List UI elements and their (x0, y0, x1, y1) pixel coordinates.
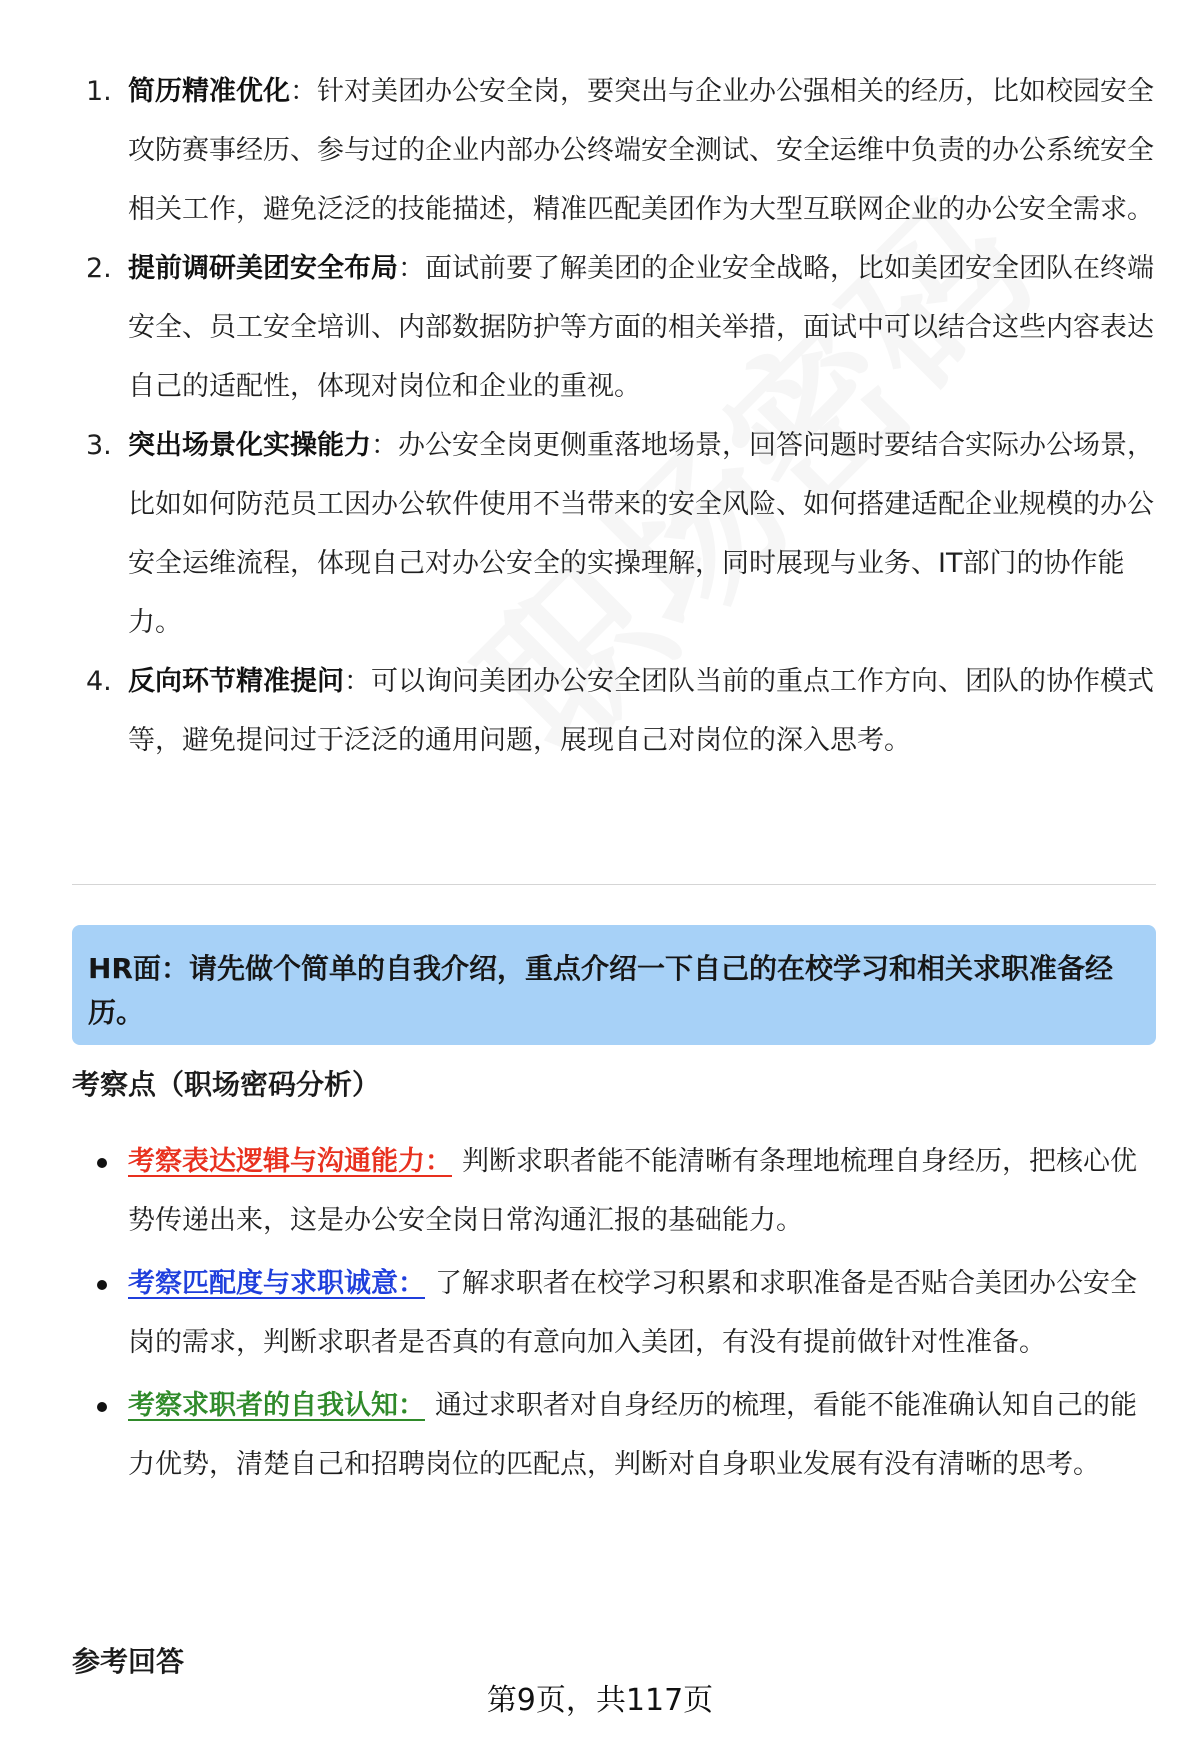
tip-text: 办公安全岗更侧重落地场景，回答问题时要结合实际办公场景，比如如何防范员工因办公软件使用不当带来的安全风险、如何搭建适配企业规模的办公安全运维流程，体现自己对办公安全的实操理解，同时展现与业务、IT部门的协作能力。 (128, 430, 1154, 638)
point-item (72, 1254, 1162, 1372)
point-text: 通过求职者对自身经历的梳理，看能不能准确认知自己的能力优势，清楚自己和招聘岗位的匹配点，判断对自身职业发展有没有清晰的思考。 (128, 1390, 1137, 1480)
tip-separator: ： (290, 76, 317, 107)
tip-separator: ： (371, 430, 398, 461)
tip-number: 2. (86, 253, 112, 284)
tip-text: 针对美团办公安全岗，要突出与企业办公强相关的经历，比如校园安全攻防赛事经历、参与过的企业内部办公终端安全测试、安全运维中负责的办公系统安全相关工作，避免泛泛的技能描述，精准匹配美团作为大型互联网企业的办公安全需求。 (128, 76, 1154, 225)
analysis-title: 考察点（职场密码分析） (72, 1068, 381, 1101)
answer-title: 参考回答 (72, 1645, 185, 1678)
tip-item (72, 416, 1162, 652)
tip-separator: ： (398, 253, 425, 284)
tip-number: 1. (86, 76, 112, 107)
tip-item (72, 62, 1162, 239)
tip-item (72, 239, 1162, 416)
point-label: 考察匹配度与求职诚意： (128, 1268, 425, 1299)
point-item (72, 1132, 1162, 1250)
point-item (72, 1376, 1162, 1494)
point-text: 判断求职者能不能清晰有条理地梳理自身经历，把核心优势传递出来，这是办公安全岗日常沟通汇报的基础能力。 (128, 1146, 1137, 1236)
bullet-icon (97, 1402, 107, 1412)
points-list (72, 1132, 1162, 1498)
tip-number: 4. (86, 666, 112, 697)
tip-title: 突出场景化实操能力 (128, 430, 371, 461)
tip-text: 面试前要了解美团的企业安全战略，比如美团安全团队在终端安全、员工安全培训、内部数据防护等方面的相关举措，面试中可以结合这些内容表达自己的适配性，体现对岗位和企业的重视。 (128, 253, 1154, 402)
point-label: 考察求职者的自我认知： (128, 1390, 425, 1421)
page-footer: 第9页，共117页 (486, 1683, 714, 1718)
tip-title: 提前调研美团安全布局 (128, 253, 398, 284)
tip-item (72, 652, 1162, 770)
bullet-icon (97, 1158, 107, 1168)
tip-separator: ： (344, 666, 371, 697)
point-label: 考察表达逻辑与沟通能力： (128, 1146, 452, 1177)
point-text: 了解求职者在校学习积累和求职准备是否贴合美团办公安全岗的需求，判断求职者是否真的有意向加入美团，有没有提前做针对性准备。 (128, 1268, 1137, 1358)
tip-text: 可以询问美团办公安全团队当前的重点工作方向、团队的协作模式等，避免提问过于泛泛的通用问题，展现自己对岗位的深入思考。 (128, 666, 1154, 756)
tips-list (72, 62, 1162, 770)
tip-title: 反向环节精准提问 (128, 666, 344, 697)
tip-title: 简历精准优化 (128, 76, 290, 107)
divider (72, 884, 1156, 885)
tip-number: 3. (86, 430, 112, 461)
question-box (72, 925, 1156, 1045)
bullet-icon (97, 1280, 107, 1290)
question-text: HR面：请先做个简单的自我介绍，重点介绍一下自己的在校学习和相关求职准备经历。 (88, 952, 1113, 1029)
